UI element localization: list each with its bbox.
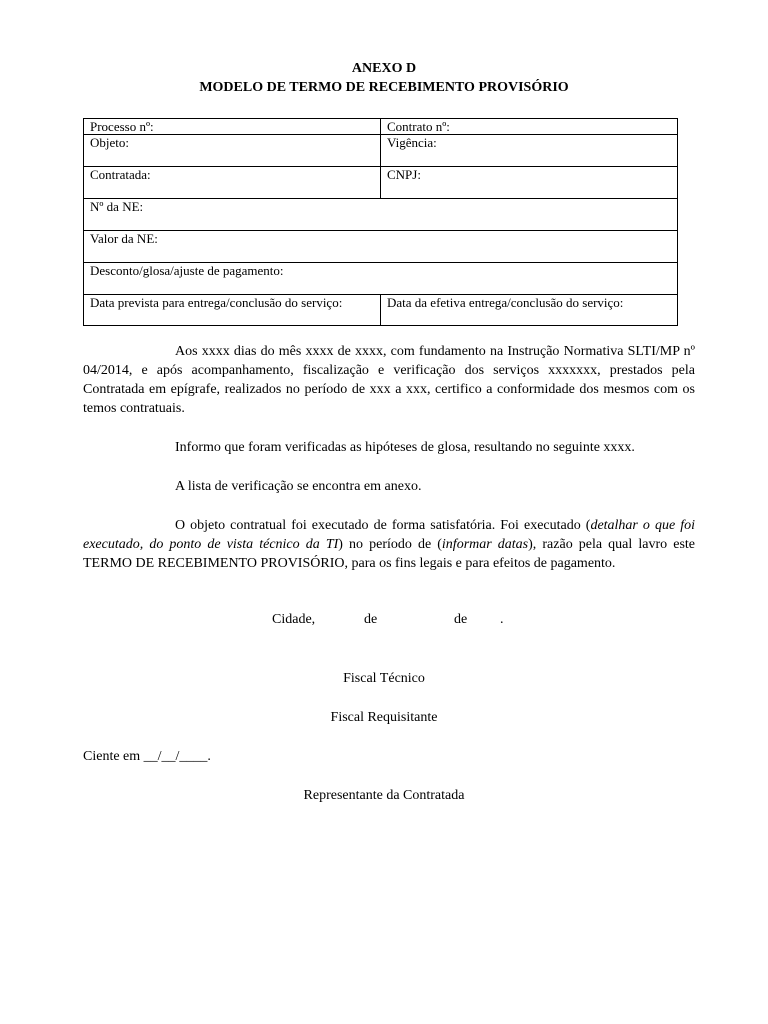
signature-fiscal-requisitante: Fiscal Requisitante [330,710,438,725]
dateline-city: Cidade, [272,612,316,627]
table-row [84,167,678,199]
table-row [84,135,678,167]
cnpj-field: CNPJ: [381,167,678,199]
table-row [84,263,678,295]
signature-fiscal-tecnico: Fiscal Técnico [343,671,425,686]
data-prevista-field: Data prevista para entrega/conclusão do serviço: [84,295,381,326]
dateline-de-1: de [364,612,378,627]
paragraph-objeto-italic-2: informar datas [441,537,529,552]
paragraph-objeto [83,516,695,573]
dateline-period: . [500,612,504,627]
data-efetiva-field: Data da efetiva entrega/conclusão do serviço: [381,295,678,326]
paragraph-objeto-text-2: ) no período de ( [338,537,442,552]
table-row [84,199,678,231]
paragraph-glosa: Informo que foram verificadas as hipóteses de glosa, resultando no seguinte xxxx. [175,440,635,455]
contract-info-table [83,118,678,326]
paragraph-lista: A lista de verificação se encontra em anexo. [175,479,422,494]
ne-field: Nº da NE: [84,199,678,231]
vigencia-field: Vigência: [381,135,678,167]
paragraph-conformidade: Aos xxxx dias do mês xxxx de xxxx, com fundamento na Instrução Normativa SLTI/MP nº 04/2014, e após acompanhamento, fiscalização e verificação dos serviços xxxxxxx, prestados pela Contratada em epígrafe, realizados no período de xxx a xxx, certifico a conformidade dos mesmos com os temos contratuais. [83,344,695,416]
contratada-field: Contratada: [84,167,381,199]
objeto-field: Objeto: [84,135,381,167]
valor-ne-field: Valor da NE: [84,231,678,263]
desconto-field: Desconto/glosa/ajuste de pagamento: [84,263,678,295]
contrato-field: Contrato nº: [381,119,678,135]
signature-representante: Representante da Contratada [303,788,465,803]
ciente-date-line: Ciente em __/__/____. [83,749,211,764]
table-row [84,231,678,263]
processo-field: Processo nº: [84,119,381,135]
paragraph-objeto-text-3: ), razão pela qual lavro este TERMO DE RECEBIMENTO PROVISÓRIO, para os fins legais e para efeitos de pagamento. [83,537,695,571]
dateline-de-2: de [454,612,468,627]
table-row [84,295,678,326]
table-row [84,119,678,135]
paragraph-objeto-italic-1: detalhar o que foi executado, do ponto de vista técnico da TI [83,518,695,552]
paragraph-objeto-text-1: O objeto contratual foi executado de forma satisfatória. Foi executado ( [175,518,591,533]
document-title: MODELO DE TERMO DE RECEBIMENTO PROVISÓRIO [199,80,569,95]
annex-heading: ANEXO D [351,61,417,76]
